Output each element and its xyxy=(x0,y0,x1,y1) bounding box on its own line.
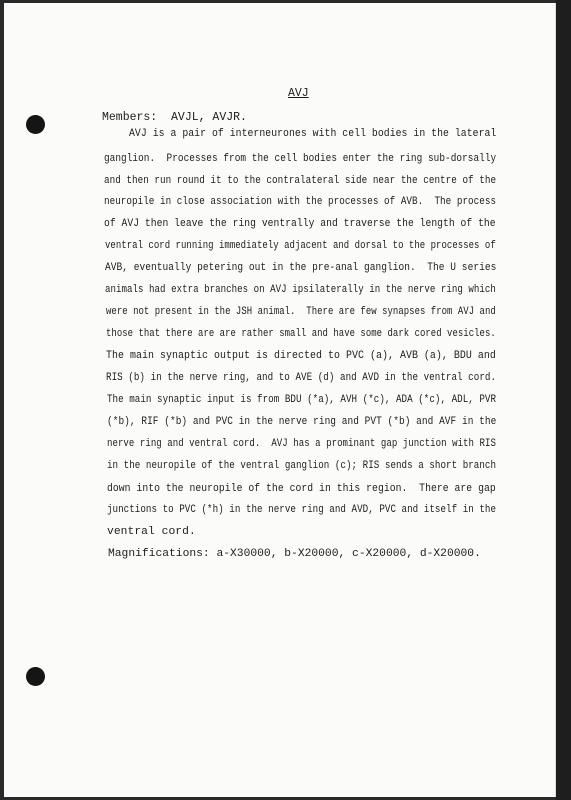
paragraph-line: down into the neuropile of the cord in this region. There are gap xyxy=(107,483,496,495)
paragraph-line: and then run round it to the contralateral side near the centre of the xyxy=(104,175,497,187)
paragraph-line: The main synaptic input is from BDU (*a), AVH (*c), ADA (*c), ADL, PVR xyxy=(107,394,497,406)
paragraph-line: ganglion. Processes from the cell bodies enter the ring sub-dorsally xyxy=(104,153,497,165)
paragraph-line: in the neuropile of the ventral ganglion (c); RIS sends a short branch xyxy=(107,460,497,472)
paragraph-line: junctions to PVC (*h) in the nerve ring and AVD, PVC and itself in the xyxy=(107,504,497,516)
page-title: AVJ xyxy=(288,87,309,100)
paragraph-line: RIS (b) in the nerve ring, and to AVE (d) and AVD in the ventral cord. xyxy=(106,372,497,384)
paragraph-line: were not present in the JSH animal. There are few synapses from AVJ and xyxy=(106,306,496,318)
paragraph-line: AVJ is a pair of interneurones with cell bodies in the lateral xyxy=(129,128,497,140)
paragraph-line: (*b), RIF (*b) and PVC in the nerve ring and PVT (*b) and AVF in the xyxy=(107,416,497,428)
magnifications-line: Magnifications: a-X30000, b-X20000, c-X20000, d-X20000. xyxy=(108,548,481,560)
scanner-frame-edge xyxy=(556,0,571,800)
paragraph-line: neuropile in close association with the processes of AVB. The process xyxy=(104,196,497,208)
paragraph-line: of AVJ then leave the ring ventrally and traverse the length of the xyxy=(104,218,496,230)
paragraph-line: ventral cord running immediately adjacent and dorsal to the processes of xyxy=(105,240,496,252)
paragraph-line: animals had extra branches on AVJ ipsilaterally in the nerve ring which xyxy=(105,284,496,296)
paragraph-line: those that there are are rather small and have some dark cored vesicles. xyxy=(106,328,496,340)
paragraph-line: nerve ring and ventral cord. AVJ has a prominant gap junction with RIS xyxy=(107,438,496,450)
paragraph-line: The main synaptic output is directed to PVC (a), AVB (a), BDU and xyxy=(106,350,496,362)
members-line: Members: AVJL, AVJR. xyxy=(102,111,247,124)
paragraph-line: AVB, eventually petering out in the pre-anal ganglion. The U series xyxy=(105,262,497,274)
document-page xyxy=(4,3,556,797)
binder-hole-top xyxy=(26,115,45,134)
binder-hole-bottom xyxy=(26,667,45,686)
paragraph-line: ventral cord. xyxy=(107,526,196,538)
